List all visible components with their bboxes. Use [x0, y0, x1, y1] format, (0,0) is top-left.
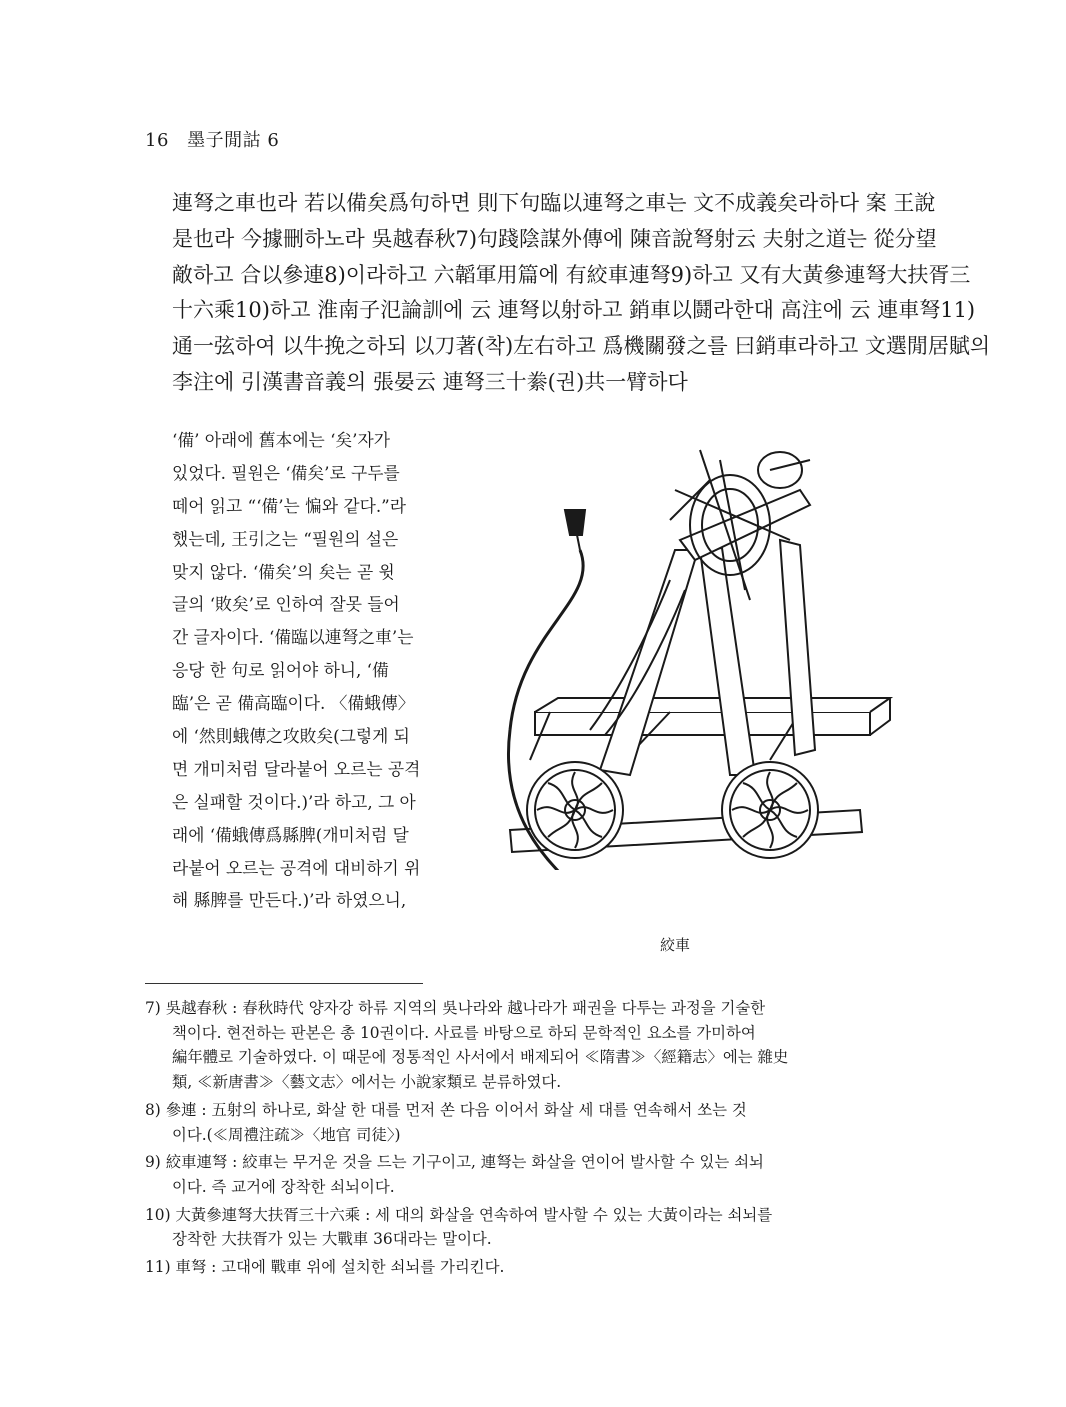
main-text-line: 敵하고 合以參連8)이라하고 六韜軍用篇에 有絞車連弩9)하고 又有大黃參連弩大扶胥三	[172, 262, 971, 287]
main-text-line: 是也라 今據刪하노라 吳越春秋7)句踐陰謀外傳에 陳音說弩射云 夫射之道는 從分望	[172, 226, 937, 251]
footnote-line: 編年體로 기술하였다. 이 때문에 정통적인 사서에서 배제되어 ≪隋書≫〈經籍志〉에는 雜史	[172, 1048, 789, 1067]
footnote-divider	[145, 983, 423, 984]
footnote-number: 11)	[145, 1258, 171, 1277]
footnote-8	[145, 1098, 925, 1147]
footnote-line: 吳越春秋 : 春秋時代 양자강 하류 지역의 吳나라와 越나라가 패권을 다투는 과정을 기술한	[165, 999, 766, 1017]
footnote-number: 7)	[145, 999, 161, 1017]
winch-cart-illustration	[470, 430, 910, 870]
translation-line: 라붙어 오르는 공격에 대비하기 위	[172, 857, 421, 878]
translation-line: ‘備’ 아래에 舊本에는 ‘矣’자가	[172, 430, 390, 450]
footnotes	[145, 996, 925, 1283]
footnote-line: 車弩 : 고대에 戰車 위에 설치한 쇠뇌를 가리킨다.	[175, 1258, 505, 1277]
main-text-line: 十六乘10)하고 淮南子氾論訓에 云 連弩以射하고 銷車以鬪라한대 高注에 云 連車弩11)	[172, 298, 976, 323]
translation-line: 했는데, 王引之는 “필원의 설은	[172, 528, 399, 549]
figure-caption: 絞車	[660, 936, 691, 954]
translation-line: 면 개미처럼 달라붙어 오르는 공격	[172, 758, 421, 779]
footnote-11	[145, 1255, 925, 1280]
translation-text-block	[172, 424, 444, 917]
footnote-7	[145, 996, 925, 1095]
translation-line: 맞지 않다. ‘備矣’의 矣는 곧 윗	[172, 561, 395, 582]
translation-line: 은 실패할 것이다.)’라 하고, 그 아	[172, 791, 416, 812]
translation-line: 떼어 읽고 “‘備’는 惼와 같다.”라	[172, 495, 406, 516]
footnote-number: 10)	[145, 1205, 171, 1224]
translation-line: 있었다. 필원은 ‘備矣’로 구두를	[172, 462, 400, 483]
footnote-9	[145, 1150, 925, 1199]
footnote-line: 大黃參連弩大扶胥三十六乘 : 세 대의 화살을 연속하여 발사할 수 있는 大黃이라는 쇠뇌를	[175, 1205, 773, 1224]
footnote-line: 이다. 즉 교거에 장착한 쇠뇌이다.	[172, 1177, 395, 1196]
footnote-line: 장착한 大扶胥가 있는 大戰車 36대라는 말이다.	[172, 1230, 492, 1249]
footnote-line: 絞車連弩 : 絞車는 무거운 것을 드는 기구이고, 連弩는 화살을 연이어 발사할 수 있는 쇠뇌	[165, 1153, 764, 1172]
page-number: 16	[145, 130, 169, 151]
footnote-line: 이다.(≪周禮注疏≫〈地官 司徒〉)	[172, 1125, 401, 1144]
footnote-10	[145, 1203, 925, 1252]
main-text-line: 李注에 引漢書音義의 張晏云 連弩三十絭(권)共一臂하다	[172, 369, 688, 394]
footnote-number: 9)	[145, 1153, 161, 1172]
translation-line: 글의 ‘敗矣’로 인하여 잘못 들어	[172, 594, 400, 615]
running-header	[145, 126, 291, 152]
translation-line: 래에 ‘備蛾傳爲縣脾(개미처럼 달	[172, 824, 409, 845]
footnote-line: 參連 : 五射의 하나로, 화살 한 대를 먼저 쏜 다음 이어서 화살 세 대를 연속해서 쏘는 것	[165, 1100, 747, 1119]
translation-line: 에 ‘然則蛾傳之攻敗矣(그렇게 되	[172, 726, 410, 747]
footnote-line: 類, ≪新唐書≫〈藝文志〉에서는 小說家類로 분류하였다.	[172, 1073, 562, 1092]
book-title: 墨子閒詁 6	[187, 130, 280, 151]
footnote-number: 8)	[145, 1100, 161, 1119]
translation-line: 응당 한 句로 읽어야 하니, ‘備	[172, 660, 389, 681]
translation-line: 臨’은 곧 備高臨이다. 〈備蛾傳〉	[172, 693, 415, 714]
translation-line: 해 縣脾를 만든다.)’라 하였으니,	[172, 890, 407, 911]
main-text-block	[172, 186, 991, 401]
main-text-line: 通一弦하여 以牛挽之하되 以刀著(착)左右하고 爲機關發之를 曰銷車라하고 文選閒居賦의	[172, 334, 991, 359]
translation-line: 간 글자이다. ‘備臨以連弩之車’는	[172, 627, 414, 648]
main-text-line: 連弩之車也라 若以備矣爲句하면 則下句臨以連弩之車는 文不成義矣라하다 案 王說	[172, 191, 936, 215]
footnote-line: 책이다. 현전하는 판본은 총 10권이다. 사료를 바탕으로 하되 문학적인 요소를 가미하여	[172, 1023, 756, 1042]
